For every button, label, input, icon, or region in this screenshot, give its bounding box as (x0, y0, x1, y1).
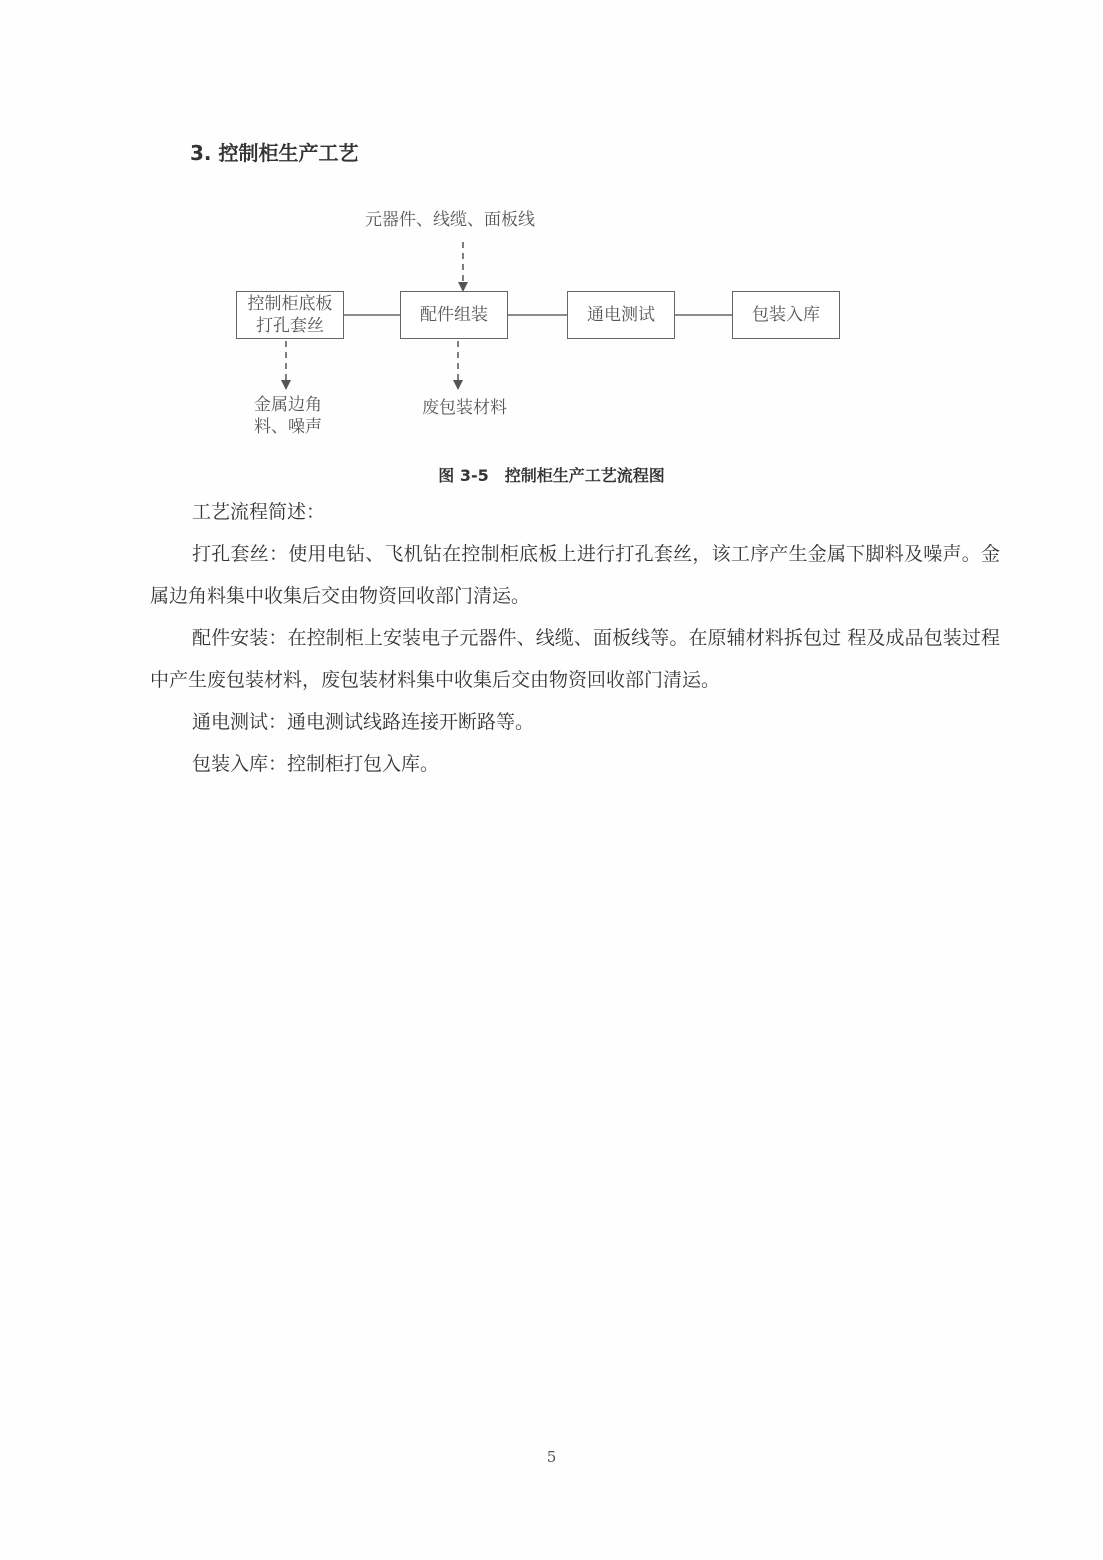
flow-step-packaging (732, 291, 840, 339)
figure-caption: 图 3-5 控制柜生产工艺流程图 (438, 466, 665, 485)
paragraph: 通电测试：通电测试线路连接开断路等。 (192, 711, 535, 733)
flow-step-power-test (567, 291, 675, 339)
step-label: 通电测试 (587, 305, 655, 325)
output-label-scrap (254, 394, 322, 438)
step-label: 包装入库 (752, 305, 820, 325)
output-label-line: 料、噪声 (254, 417, 322, 437)
step-label-line: 打孔套丝 (256, 316, 324, 336)
flow-step-drilling (236, 291, 344, 339)
output-label-packaging-waste (422, 397, 507, 419)
paragraph: 工艺流程简述： (192, 501, 326, 523)
step-label-line: 控制柜底板 (247, 294, 333, 314)
paragraph: 打孔套丝：使用电钻、飞机钻在控制柜底板上进行打孔套丝，该工序产生金属下脚料及噪声。金属边角料集中收集后交由物资回收部门清运。 (150, 543, 1000, 607)
process-description (150, 491, 1000, 785)
output-label-line: 金属边角 (254, 395, 322, 415)
flowchart-connectors (0, 0, 1103, 460)
input-label: 元器件、线缆、面板线 (365, 210, 535, 230)
paragraph: 包装入库：控制柜打包入库。 (192, 753, 440, 775)
paragraph: 配件安装：在控制柜上安装电子元器件、线缆、面板线等。在原辅材料拆包过 程及成品包装过程中产生废包装材料，废包装材料集中收集后交由物资回收部门清运。 (150, 627, 1000, 691)
output-label-line: 废包装材料 (422, 398, 507, 418)
flow-step-assembly (400, 291, 508, 339)
step-label: 配件组装 (420, 305, 488, 325)
page-number: 5 (546, 1448, 557, 1466)
process-flowchart (0, 0, 1103, 460)
section-heading: 3. 控制柜生产工艺 (190, 141, 359, 165)
